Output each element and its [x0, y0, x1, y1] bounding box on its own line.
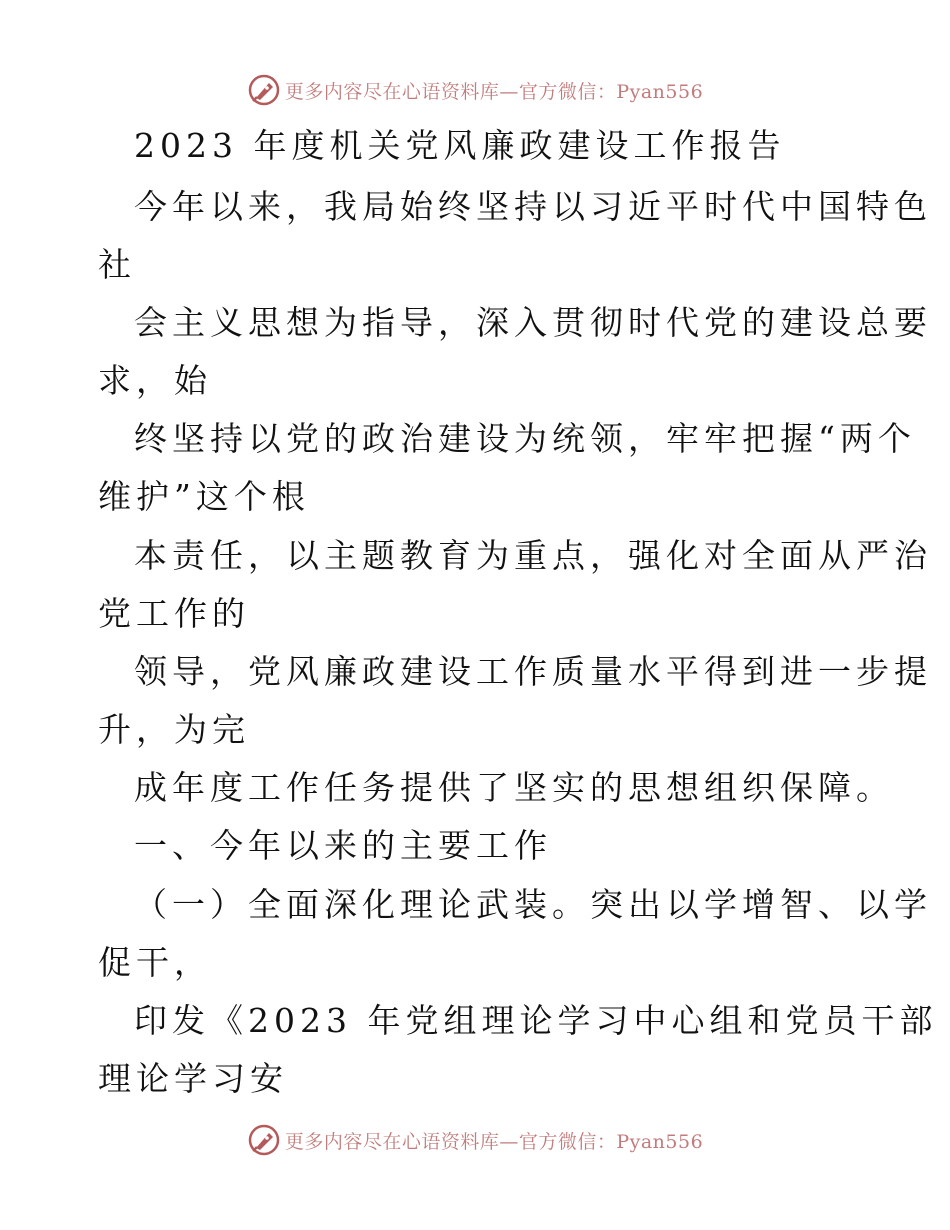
watermark-text: 更多内容尽在心语资料库—官方微信：Pyan556 [284, 1130, 704, 1153]
header-watermark [0, 70, 950, 110]
body-line: 社 [98, 245, 136, 284]
body-line: 领导，党风廉政建设工作质量水平得到进一步提 [134, 652, 932, 691]
body-line: 终坚持以党的政治建设为统领，牢牢把握“两个 [134, 419, 916, 458]
body-line: 维护”这个根 [98, 477, 310, 516]
document-title: 2023 年度机关党风廉政建设工作报告 [134, 126, 786, 165]
body-line: 会主义思想为指导，深入贯彻时代党的建设总要 [134, 303, 932, 342]
body-line: 今年以来，我局始终坚持以习近平时代中国特色 [134, 187, 932, 226]
body-line: 理论学习安 [98, 1059, 288, 1098]
pen-nib-logo-icon [247, 1123, 281, 1157]
body-line: 求，始 [98, 361, 212, 400]
footer-watermark [0, 1120, 950, 1160]
subsection-heading: （一）全面深化理论武装。突出以学增智、以学 [134, 885, 932, 924]
pen-nib-logo-icon [247, 73, 281, 107]
body-line: 印发《2023 年党组理论学习中心组和党员干部 [134, 1001, 938, 1040]
section-heading: 一、今年以来的主要工作 [134, 826, 552, 865]
body-line: 党工作的 [98, 594, 250, 633]
body-line: 升，为完 [98, 710, 250, 749]
body-line: 本责任，以主题教育为重点，强化对全面从严治 [134, 536, 932, 575]
body-line: 促干， [98, 943, 212, 982]
body-line: 成年度工作任务提供了坚实的思想组织保障。 [134, 768, 894, 807]
watermark-text: 更多内容尽在心语资料库—官方微信：Pyan556 [284, 80, 704, 103]
